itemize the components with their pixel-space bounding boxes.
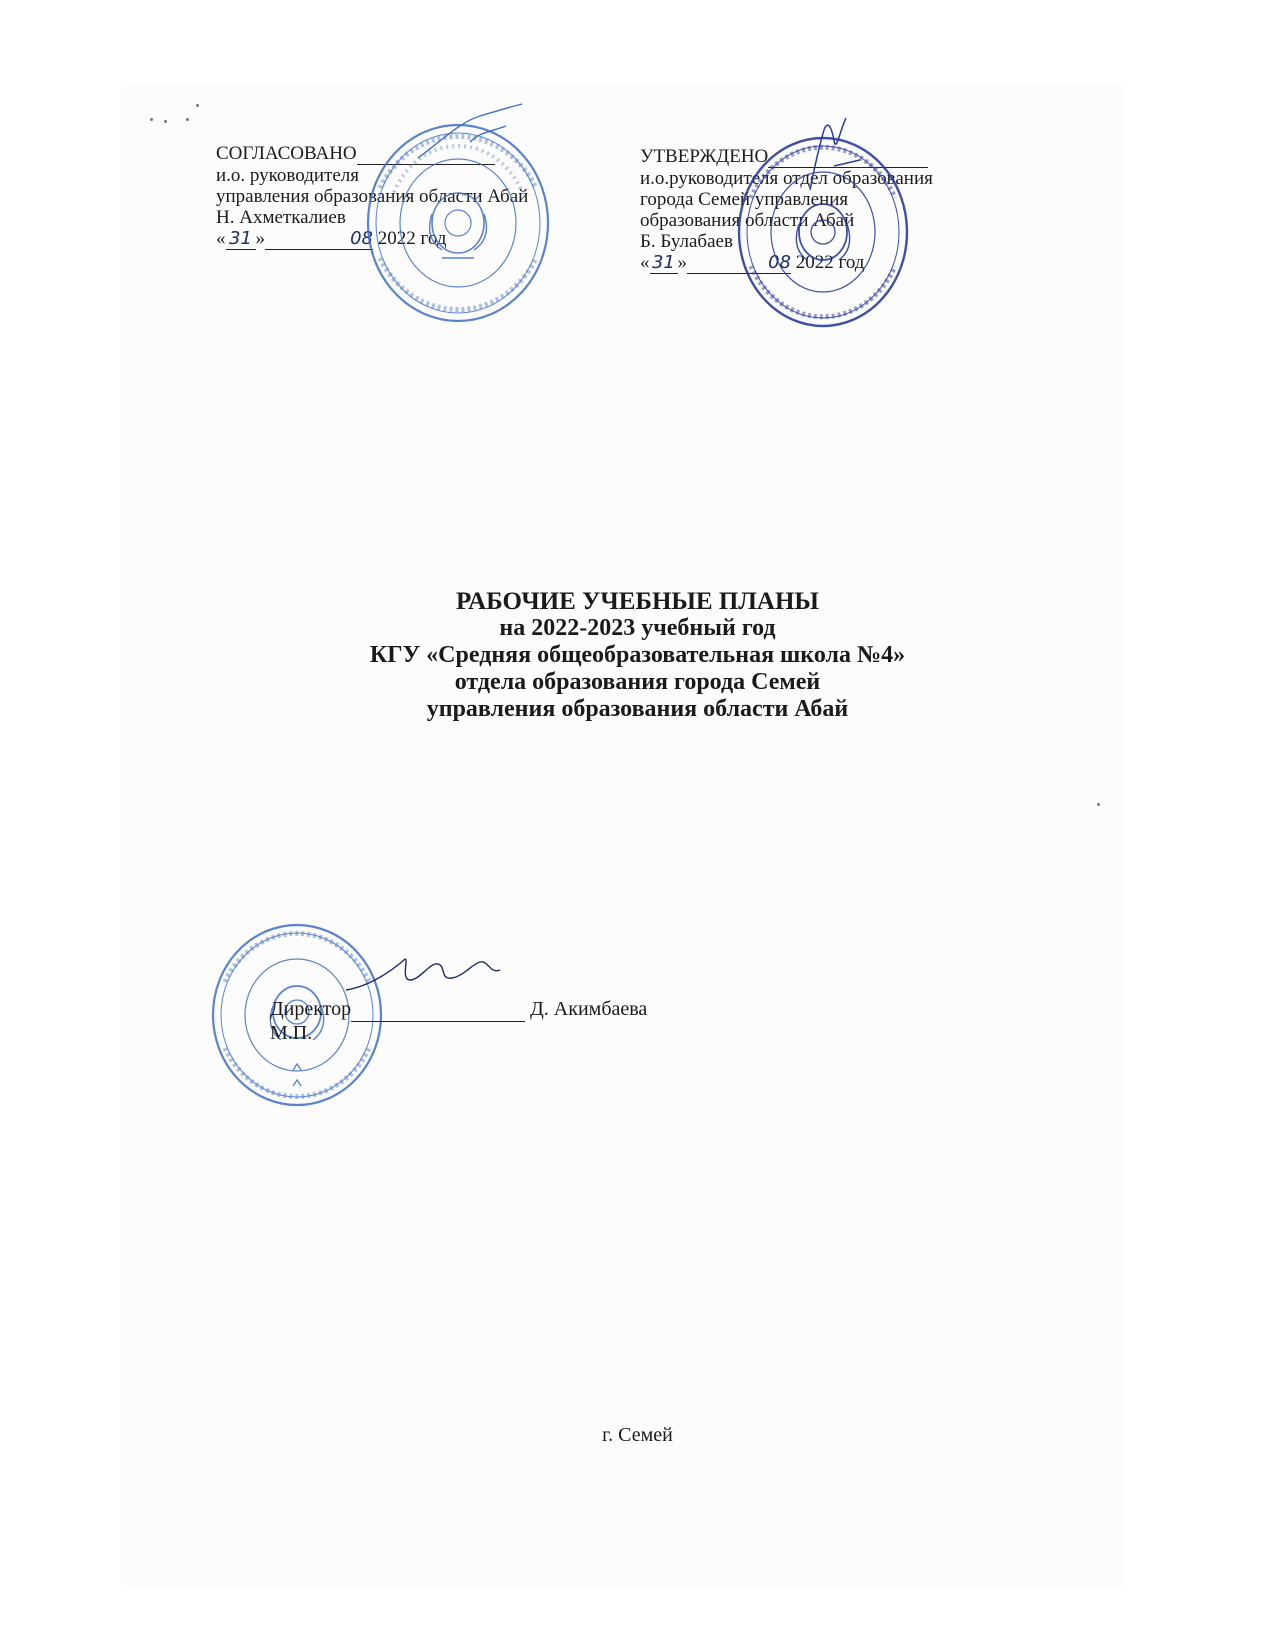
approval-date: « 31 » 08 2022 год	[640, 252, 865, 273]
handwritten-signature	[800, 110, 870, 200]
scan-speck	[1097, 803, 1100, 806]
director-role: Директор	[270, 998, 352, 1020]
approval-position: и.о. руководителя	[216, 165, 360, 186]
scan-speck	[196, 104, 199, 107]
approval-name: Н. Ахметкалиев	[216, 207, 346, 228]
approval-date: « 31 » 08 2022 год	[216, 228, 447, 249]
city-footer: г. Семей	[602, 1424, 673, 1446]
approval-department: образования области Абай	[640, 210, 855, 231]
approval-position: и.о.руководителя отдел образования	[640, 168, 933, 189]
approval-department: города Семей управления	[640, 189, 849, 210]
approval-department: управления образования области Абай	[216, 186, 529, 207]
approval-heading: УТВЕРЖДЕНО	[640, 146, 769, 167]
scan-speck	[150, 118, 153, 121]
signature-line	[351, 998, 525, 1022]
title-line: РАБОЧИЕ УЧЕБНЫЕ ПЛАНЫ	[456, 588, 819, 615]
date-year: 2022 год	[795, 252, 865, 273]
document-page	[122, 86, 1122, 1586]
director-name: Д. Акимбаева	[530, 998, 648, 1020]
title-line: управления образования области Абай	[426, 696, 849, 722]
title-line: отдела образования города Семей	[454, 669, 821, 695]
date-year: 2022 год	[377, 228, 447, 249]
date-day: 31	[650, 252, 678, 274]
title-line: КГУ «Средняя общеобразовательная школа №4»	[369, 642, 906, 668]
date-month: 08	[265, 228, 373, 250]
document-title	[200, 588, 1075, 723]
date-day: 31	[226, 228, 256, 250]
scan-speck	[164, 120, 167, 123]
date-month: 08	[687, 252, 791, 274]
scan-speck	[186, 118, 189, 121]
approval-name: Б. Булабаев	[640, 231, 733, 252]
director-signature-block	[270, 998, 647, 1045]
approval-heading: СОГЛАСОВАНО	[216, 143, 357, 164]
title-line: на 2022-2023 учебный год	[499, 615, 776, 641]
seal-label: М.П.	[270, 1022, 313, 1044]
handwritten-signature	[340, 950, 510, 1000]
handwritten-signature	[410, 102, 530, 166]
